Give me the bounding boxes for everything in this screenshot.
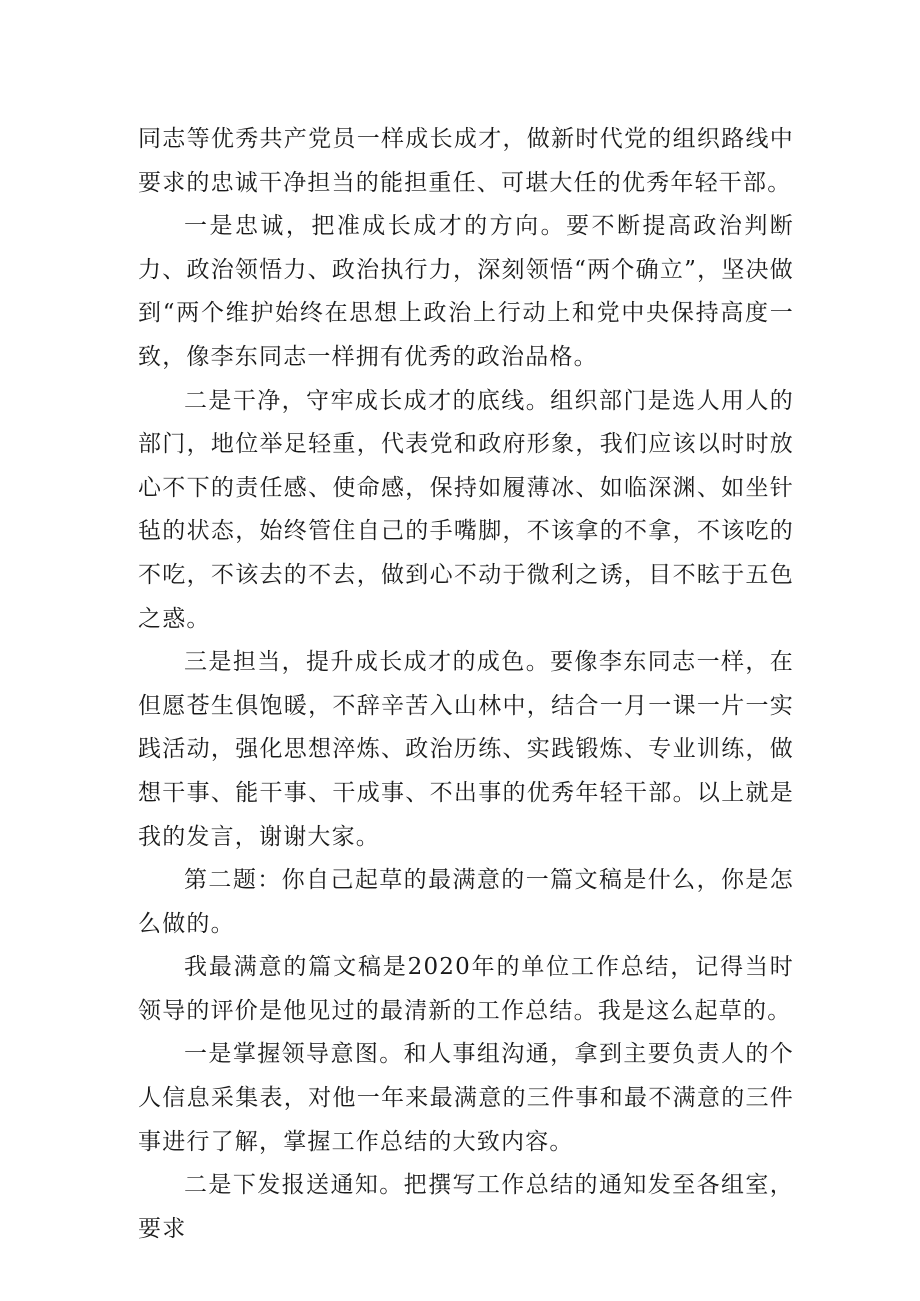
paragraph-6: 我最满意的篇文稿是2020年的单位工作总结，记得当时领导的评价是他见过的最清新的工作总结。我是这么起草的。 [138,954,794,1024]
paragraph-8: 二是下发报送通知。把撰写工作总结的通知发至各组室，要求 [138,1172,794,1242]
document-body [138,118,794,1251]
paragraph-5: 第二题：你自己起草的最满意的一篇文稿是什么，你是怎么做的。 [138,867,794,937]
paragraph-2: 一是忠诚，把准成长成才的方向。要不断提高政治判断力、政治领悟力、政治执行力，深刻领悟“两个确立”，坚决做到“两个维护始终在思想上政治上行动上和党中央保持高度一致，像李东同志一样拥有优秀的政治品格。 [138,213,794,370]
paragraph-3: 二是干净，守牢成长成才的底线。组织部门是选人用人的部门，地位举足轻重，代表党和政府形象，我们应该以时时放心不下的责任感、使命感，保持如履薄冰、如临深渊、如坐针毡的状态，始终管住自己的手嘴脚，不该拿的不拿，不该吃的不吃，不该去的不去，做到心不动于微利之诱，目不眩于五色之惑。 [138,387,794,632]
paragraph-7: 一是掌握领导意图。和人事组沟通，拿到主要负责人的个人信息采集表，对他一年来最满意的三件事和最不满意的三件事进行了解，掌握工作总结的大致内容。 [138,1041,794,1155]
paragraph-4: 三是担当，提升成长成才的成色。要像李东同志一样，在但愿苍生俱饱暖，不辞辛苦入山林中，结合一月一课一片一实践活动，强化思想淬炼、政治历练、实践锻炼、专业训练，做想干事、能干事、干成事、不出事的优秀年轻干部。以上就是我的发言，谢谢大家。 [138,649,794,850]
paragraph-1: 同志等优秀共产党员一样成长成才，做新时代党的组织路线中要求的忠诚干净担当的能担重任、可堪大任的优秀年轻干部。 [138,126,794,196]
